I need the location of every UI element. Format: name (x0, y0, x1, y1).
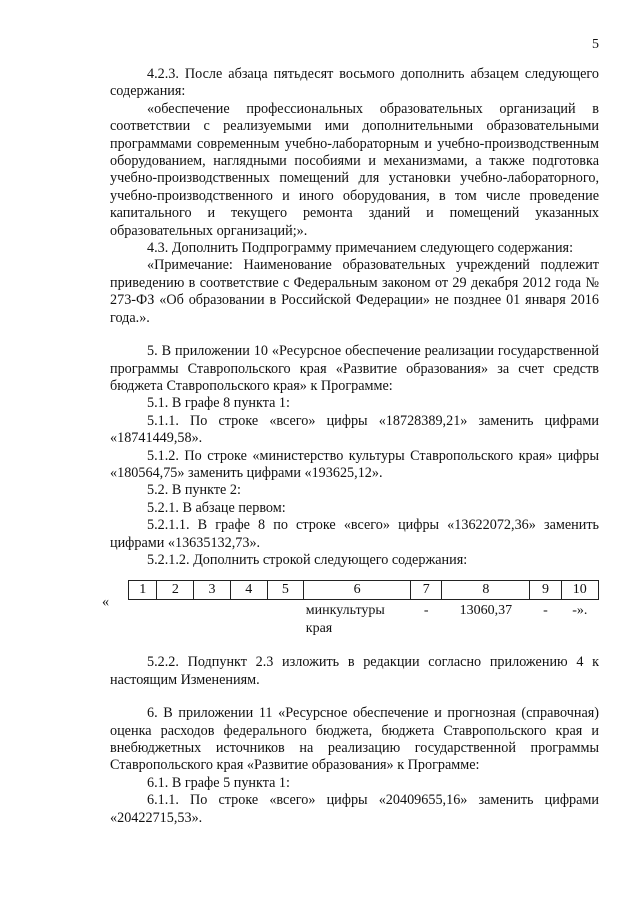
paragraph-4-2-3: 4.2.3. После абзаца пятьдесят восьмого дополнить абзацем следующего содержания: (110, 66, 599, 100)
paragraph-5-1: 5.1. В графе 8 пункта 1: (147, 395, 290, 412)
table-header-cell: 4 (230, 581, 267, 600)
paragraph-6: 6. В приложении 11 «Ресурсное обеспечение и прогнозная (справочная) оценка расходов федерального бюджета, бюджета Ставропольского края и внебюджетных источников на реализацию государственной программы Ставропольского края «Развитие образования» к Программе: (110, 705, 599, 774)
table-cell: - (423, 603, 429, 619)
paragraph-note: «Примечание: Наименование образовательных учреждений подлежит приведению в соответствие с Федеральным законом от 29 декабря 2012 года № 273-ФЗ «Об образовании в Российской Федерации» не позднее 01 января 2016 года.». (110, 257, 599, 326)
paragraph-5: 5. В приложении 10 «Ресурсное обеспечение реализации государственной программы Ставропольского края «Развитие образования» за счет средств бюджета Ставропольского края» к Программе: (110, 343, 599, 394)
paragraph-5-1-1: 5.1.1. По строке «всего» цифры «18728389,21» заменить цифрами «18741449,58». (110, 412, 599, 447)
paragraph-5-2-2: 5.2.2. Подпункт 2.3 изложить в редакции согласно приложению 4 к настоящим Изменениям. (110, 654, 599, 688)
document-body (102, 66, 599, 827)
table-header-cell: 7 (411, 581, 442, 600)
paragraph-5-2-1: 5.2.1. В абзаце первом: (147, 499, 286, 516)
table-header-cell: 5 (267, 581, 304, 600)
table-cell (157, 600, 194, 639)
table-cell-end: -». (572, 603, 588, 619)
table-cell-ministry: минкультуры края (305, 603, 385, 637)
table-header-cell: 2 (157, 581, 194, 600)
table-open-quote: « (102, 594, 110, 611)
paragraph-4-3: 4.3. Дополнить Подпрограмму примечанием следующего содержания: (147, 240, 574, 257)
table-cell-amount: 13060,37 (459, 603, 513, 619)
table-header-cell: 6 (304, 581, 411, 600)
paragraph-quote-1: «обеспечение профессиональных образовательных организаций в соответствии с реализуемыми ими дополнительными образовательными программами современным учебно-лабораторным и учебно-производственным оборудованием, наглядными пособиями и механизмами, а также подготовка учебно-производственных помещений для установки учебно-лабораторного, учебно-производственного и иного оборудования, в том числе проведение капитального и текущего ремонта зданий и помещений указанных образовательных организаций;». (110, 100, 599, 239)
paragraph-5-2: 5.2. В пункте 2: (147, 482, 241, 499)
table-cell (230, 600, 267, 639)
paragraph-6-1-1: 6.1.1. По строке «всего» цифры «20409655,16» заменить цифрами «20422715,53». (110, 792, 599, 826)
page-number: 5 (592, 37, 599, 52)
table-header-cell: 1 (129, 581, 157, 600)
table-data-row (129, 600, 599, 639)
table-header-row (129, 581, 599, 600)
paragraph-6-1: 6.1. В графе 5 пункта 1: (147, 774, 290, 791)
paragraph-5-1-2: 5.1.2. По строке «министерство культуры Ставропольского края» цифры «180564,75» заменить цифрами «193625,12». (110, 447, 599, 481)
table-header-cell: 8 (442, 581, 530, 600)
insert-row-table (128, 580, 599, 638)
table-cell (194, 600, 231, 639)
table-header-cell: 10 (561, 581, 598, 600)
table-cell (129, 600, 157, 639)
table-header-cell: 9 (530, 581, 561, 600)
table-header-cell: 3 (194, 581, 231, 600)
table-cell: - (543, 603, 548, 619)
paragraph-5-2-1-1: 5.2.1.1. В графе 8 по строке «всего» цифры «13622072,36» заменить цифрами «13635132,73». (110, 517, 599, 551)
paragraph-5-2-1-2: 5.2.1.2. Дополнить строкой следующего содержания: (147, 551, 468, 568)
table-cell (267, 600, 304, 639)
